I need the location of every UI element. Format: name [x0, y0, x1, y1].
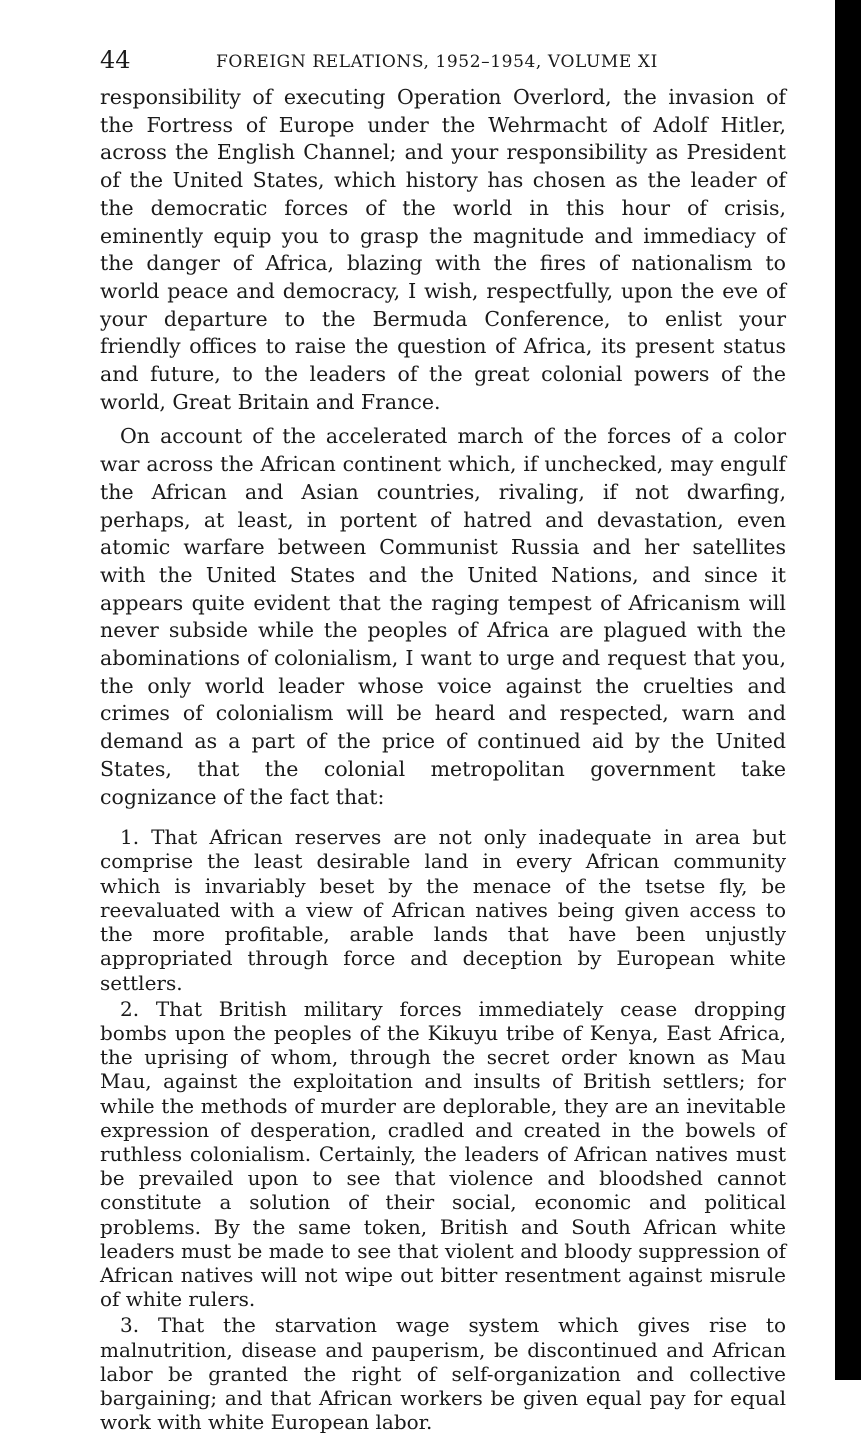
volume-title: FOREIGN RELATIONS, 1952–1954, VOLUME XI	[216, 52, 658, 72]
scan-edge-shadow	[835, 0, 861, 1380]
numbered-demands-list	[100, 825, 786, 1434]
page-number: 44	[100, 46, 131, 74]
list-item: 2. That British military forces immediately cease dropping bombs upon the peoples of the Kikuyu tribe of Kenya, East Africa, the uprising of whom, through the secret order known as Mau Mau, against the exploitation and insults of British settlers; for while the methods of murder are deplorable, they are an inevitable expression of desperation, cradled and created in the bowels of ruthless colonialism. Certainly, the leaders of African natives must be prevailed upon to see that violence and bloodshed cannot constitute a solution of their social, economic and political problems. By the same token, British and South African white leaders must be made to see that violent and bloody suppression of African natives will not wipe out bitter resentment against misrule of white rulers.	[100, 996, 786, 1312]
list-item: 1. That African reserves are not only inadequate in area but comprise the least desirable land in every African community which is invariably beset by the menace of the tsetse fly, be reevaluated with a view of African natives being given access to the more profitable, arable lands that have been unjustly appropriated through force and deception by European white settlers.	[100, 825, 786, 995]
document-page	[100, 44, 786, 1436]
paragraph-request: On account of the accelerated march of the forces of a color war across the African continent which, if unchecked, may engulf the African and Asian countries, rivaling, if not dwarfing, perhaps, at least, in portent of hatred and devastation, even atomic warfare between Communist Russia and her satellites with the United States and the United Nations, and since it appears quite evident that the raging tempest of Africanism will never subside while the peoples of Africa are plagued with the abominations of colonialism, I want to urge and request that you, the only world leader whose voice against the cruelties and crimes of colonialism will be heard and respected, warn and demand as a part of the price of continued aid by the United States, that the colonial metropolitan government take cognizance of the fact that:	[100, 424, 786, 809]
running-head	[100, 44, 786, 84]
letter-body	[100, 84, 786, 811]
list-item: 3. That the starvation wage system which gives rise to malnutrition, disease and pauperism, be discontinued and African labor be granted the right of self-organization and collective bargaining; and that African workers be given equal pay for equal work with white European labor.	[100, 1313, 786, 1435]
paragraph-continued: responsibility of executing Operation Overlord, the invasion of the Fortress of Europe under the Wehrmacht of Adolf Hitler, across the English Channel; and your responsibility as President of the United States, which history has chosen as the leader of the democratic forces of the world in this hour of crisis, eminently equip you to grasp the magnitude and immediacy of the danger of Africa, blazing with the fires of nationalism to world peace and democracy, I wish, respectfully, upon the eve of your departure to the Bermuda Conference, to enlist your friendly offices to raise the question of Africa, its present status and future, to the leaders of the great colonial powers of the world, Great Britain and France.	[100, 85, 786, 414]
